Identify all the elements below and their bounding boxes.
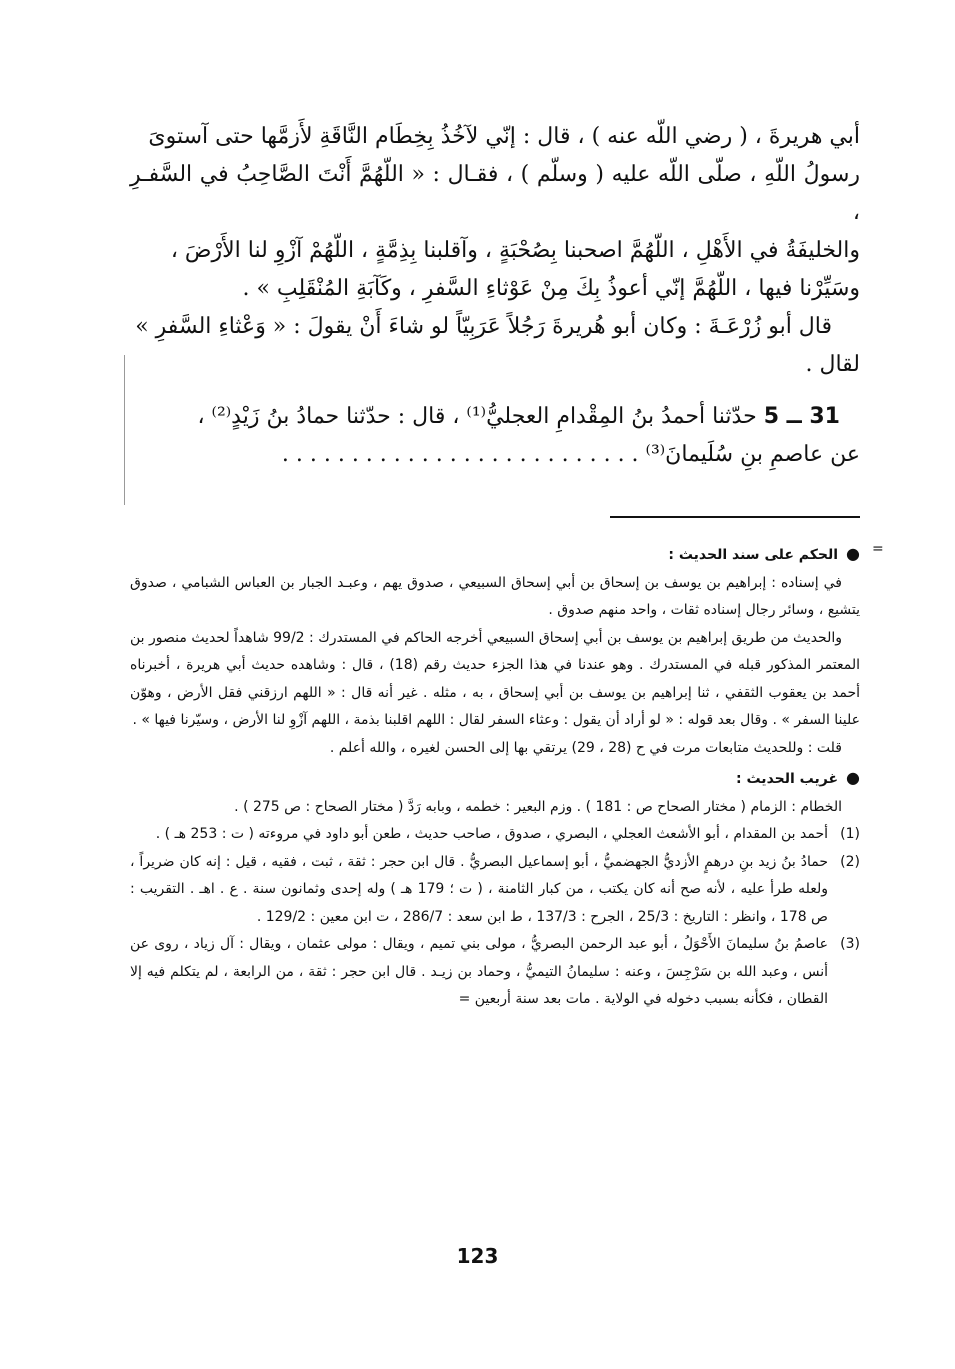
footnote-3 <box>130 931 860 1014</box>
footnote-text: حمادُ بنُ زيد بنِ درهمٍ الأزديُّ الجهضميُّ ، أبو إسماعيل البصريُّ . قال ابن حجر : ثقة ، ثبت ، فقيه ، قيل : إنه كان ضريراً ، ولعله طرأ عليه ، لأنه صح أنه كان يكتب ، من كبار الثامنة ، ( ت ؛ 179 هـ ) وله إحدى وثمانون سنة . ع . اهـ . التقريب : ص 178 ، وانظر : التاريخ : 25/3 ، الجرح : 137/3 ، ط ابن سعد : 286/7 ، ت ابن معين : 129/2 . <box>130 853 828 925</box>
main-line: وسَيِّرْنا فيها ، اللّهُمَّ إنّي أعوذُ بِكَ مِنْ عَوْثاءِ السَّفرِ ، وكَآبَةِ المُنْقَلِبِ » . <box>242 276 860 301</box>
gharib-heading-text: غريب الحديث : <box>736 771 839 787</box>
page-number: 123 <box>456 1244 499 1268</box>
footnote-1 <box>130 821 860 849</box>
footnote-number: (1) <box>840 826 860 842</box>
bullet-icon: ● <box>846 544 860 563</box>
main-line: أبي هريرةَ ، ( رضي اللّه عنه ) ، قال : إنّي لآخُذُ بِخِطَام النَّاقَةِ لأَزمَّها حتى آستوىَ <box>148 124 860 149</box>
margin-line <box>124 355 125 505</box>
ruling-paragraph: قلت : وللحديث متابعات مرت في ح (28 ، 29) يرتقي بها إلى الحسن لغيره ، والله أعلم . <box>329 739 842 756</box>
footnote-text: عاصمُ بنُ سليمانَ الأَحْوَلُ ، أبو عبد الرحمن البصريُّ ، مولى بني تميم ، ويقال : مولى عثمان ، ويقال : آل زياد ، روى عن أنس ، وعبد الله بن سَرْجِسَ ، وعنه : سليمانُ التيميُّ ، وحماد بن زيـد . قال ابن حجر : ثقة ، من الرابعة ، لم يتكلم فيه إلا القطان ، فكأنه بسبب دخوله في الولاية . مات بعد سنة أربعين = <box>130 936 828 1007</box>
bullet-icon: ● <box>846 768 860 787</box>
footnote-number: (3) <box>840 936 860 952</box>
footnote-text: أحمد بن المقدام ، أبو الأشعث العجلي ، البصري ، صدوق ، صاحب حديث ، طعن أبو داود في مروءته ( ت : 253 هـ ) . <box>155 826 828 842</box>
footnotes <box>130 538 860 1014</box>
hadith-number: 31 ــ 5 <box>763 404 840 429</box>
ruling-paragraph: والحديث من طريق إبراهيم بن يوسف بن أبي إسحاق السبيعي أخرجه الحاكم في المستدرك : 99/2 شاهداً لحديث منصور بن المعتمر المذكور قبله في المستدرك . وهو عندنا في هذا الجزء حديث رقم (18) ، قال : وشاهده حديث أبي هريرة ، أخبرناه أحمد بن يعقوب الثقفي ، ثنا إبراهيم بن يوسف بن أبي إسحاق ، به ، مثله . غير أنه قال : « اللهم ارزقني فقل الأرض ، وهوّن علينا السفر » . وقال بعد قوله : « لو أراد أن يقول : وعثاء السفر لقال : اللهم اقلبنا بذمة ، اللهم آزْوِ لنا الأرض ، وسيّرنا فيها » . <box>130 629 860 728</box>
ruling-heading <box>130 540 860 570</box>
footnote-2 <box>130 849 860 932</box>
continuation-mark: = <box>872 541 884 557</box>
gharib-heading <box>130 764 860 794</box>
main-line: لقال . <box>805 352 860 377</box>
ruling-paragraph: في إسناده : إبراهيم بن يوسف بن إسحاق بن أبي إسحاق السبيعي ، صدوق يهم ، وعبـد الجبار بن العباس الشبامي ، صدوق يتشيع ، وسائر رجال إسناده ثقات ، واحد منهم صدوق . <box>130 574 860 618</box>
footnote-number: (2) <box>840 853 860 870</box>
hadith-heading <box>130 398 860 436</box>
ruling-heading-text: الحكم على سند الحديث : <box>668 547 839 563</box>
main-line: والخليفَةُ في الأَهْلِ ، اللّهُمَّ اصحبنا بِصُحْبَةٍ ، وآقلبنا بِذِمَّةٍ ، اللّهُمْ آزْوِ لنا الأَرْضَ ، <box>170 238 860 263</box>
gharib-paragraph: الخطام : الزمام ( مختار الصحاح ص : 181 ) . وزم البعير : خطمه ، وبابه رَدَّ ( مختار الصحاح : ص 275 ) . <box>234 798 842 815</box>
main-text <box>130 118 860 474</box>
footnote-separator <box>610 516 860 518</box>
main-line: قال أبو زُرْعَـةَ : وكان أبو هُريرةَ رَجُلاً عَرَبِيّاً لو شاءَ أَنْ يقولَ : « وَعْثاءِ السَّفرِ » <box>135 314 832 339</box>
hadith-chain-line: عن عاصمِ بنِ سُلَيمانَ⁽³⁾ . . . . . . . . . . . . . . . . . . . . . . . . . . <box>281 442 860 467</box>
hadith-chain: حدّثنا أحمدُ بنُ المِقْدامِ العجليُّ⁽¹⁾ ، قال : حدّثنا حمادُ بنُ زَيْدٍ⁽²⁾ ، <box>197 404 757 429</box>
main-line: رسولُ اللّهِ ، صلّى اللّه عليه ( وسلّم ) ، فقـال : « اللّهُمَّ أَنْتَ الصَّاحِبُ في السَّفـرِ ، <box>130 162 860 225</box>
